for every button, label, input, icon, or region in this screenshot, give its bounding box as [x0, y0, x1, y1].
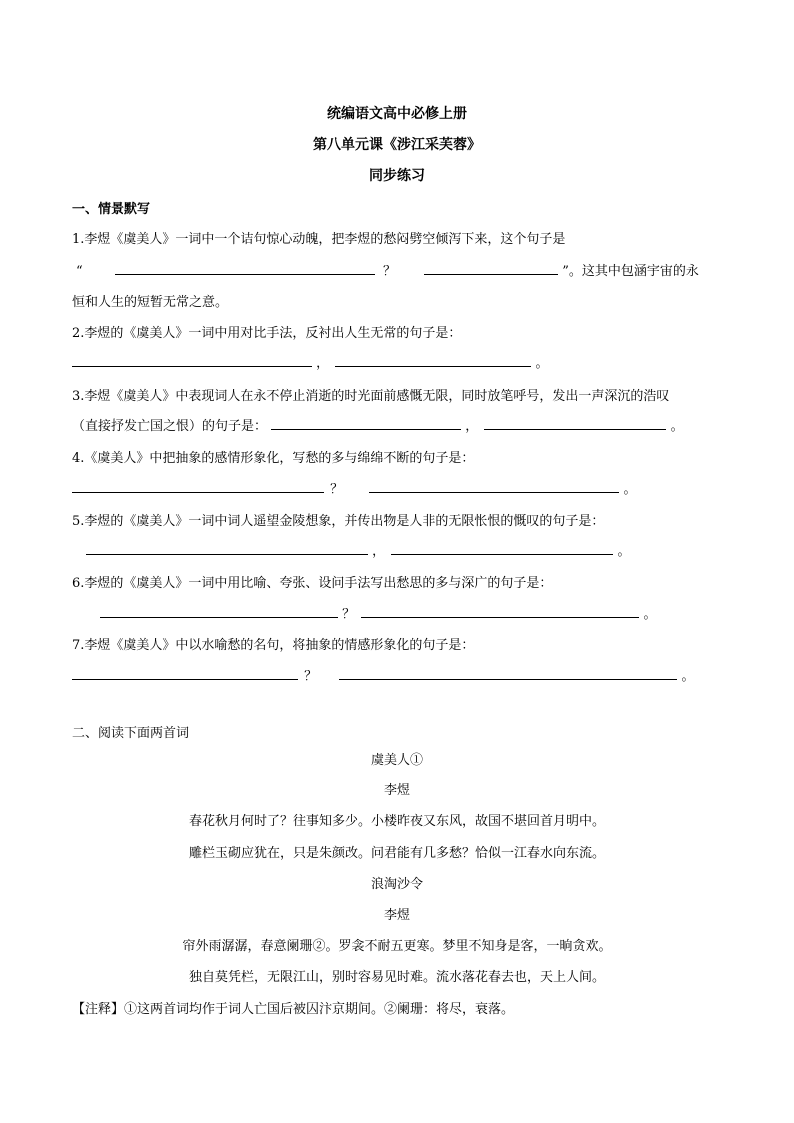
question-5-answer-line: [86, 540, 630, 559]
section2-heading: 二、阅读下面两首词: [72, 726, 190, 741]
end-mark: 。: [643, 607, 657, 622]
question-1-tail: ”。这其中包涵宇宙的永: [562, 264, 699, 279]
answer-blank[interactable]: [484, 417, 666, 430]
separator: ，: [316, 356, 330, 371]
question-1-answer-line: [76, 260, 699, 279]
question-3-continuation: （直接抒发亡国之恨）的句子是：: [72, 419, 268, 434]
separator: ，: [372, 544, 386, 559]
question-1-continuation: 恒和人生的短暂无常之意。: [72, 295, 229, 310]
poem1-line1: 春花秋月何时了？往事知多少。小楼昨夜又东风，故国不堪回首月明中。: [188, 814, 605, 829]
answer-blank[interactable]: [391, 542, 613, 555]
separator: ？: [330, 482, 344, 497]
answer-blank[interactable]: [339, 667, 677, 680]
question-2: 2.李煜的《虞美人》一词中用对比手法，反衬出人生无常的句子是：: [72, 326, 462, 341]
lesson-title: 第八单元课《涉江采芙蓉》: [313, 137, 481, 153]
poem2-line1: 帘外雨潺潺，春意阑珊②。罗衾不耐五更寒。梦里不知身是客，一晌贪欢。: [182, 939, 612, 954]
answer-blank[interactable]: [72, 667, 298, 680]
poem2-author: 李煜: [383, 908, 410, 923]
separator: ？: [342, 607, 356, 622]
answer-blank[interactable]: [86, 542, 368, 555]
answer-blank[interactable]: [72, 354, 312, 367]
question-1: 1.李煜《虞美人》一词中一个诘句惊心动魄，把李煜的愁闷劈空倾泻下来，这个句子是: [72, 232, 566, 247]
question-6-answer-line: [100, 603, 656, 622]
poem1-title: 虞美人①: [370, 753, 423, 768]
end-mark: 。: [670, 419, 684, 434]
doc-title: 统编语文高中必修上册: [327, 106, 467, 122]
answer-blank[interactable]: [100, 605, 338, 618]
end-mark: 。: [681, 669, 695, 684]
question-4: 4.《虞美人》中把抽象的感情形象化，写愁的多与绵绵不断的句子是：: [72, 451, 475, 466]
section1-heading: 一、情景默写: [72, 202, 151, 217]
question-3: 3.李煜《虞美人》中表现词人在永不停止消逝的时光面前感慨无限，同时放笔呼号，发出一声深沉的浩叹: [72, 389, 670, 404]
question-7-answer-line: [72, 665, 694, 684]
question-2-answer-line: [72, 352, 548, 371]
answer-blank[interactable]: [369, 480, 619, 493]
annotation-note: 【注释】①这两首词均作于词人亡国后被囚汴京期间。②阑珊：将尽，衰落。: [72, 1002, 515, 1017]
separator: ？: [382, 264, 396, 279]
answer-blank[interactable]: [271, 417, 461, 430]
open-quote: “: [76, 264, 83, 279]
question-5: 5.李煜的《虞美人》一词中词人遥望金陵想象，并传出物是人非的无限怅恨的慨叹的句子是：: [72, 514, 605, 529]
poem2-title: 浪淘沙令: [370, 877, 423, 892]
separator: ？: [304, 669, 318, 684]
answer-blank[interactable]: [335, 354, 531, 367]
question-7: 7.李煜《虞美人》中以水喻愁的名句，将抽象的情感形象化的句子是：: [72, 638, 475, 653]
poem1-author: 李煜: [383, 783, 410, 798]
answer-blank[interactable]: [361, 605, 639, 618]
answer-blank[interactable]: [424, 262, 558, 275]
end-mark: 。: [535, 356, 549, 371]
separator: ，: [465, 419, 479, 434]
answer-blank[interactable]: [115, 262, 375, 275]
end-mark: 。: [617, 544, 631, 559]
question-6: 6.李煜的《虞美人》一词中用比喻、夸张、设问手法写出愁思的多与深广的句子是：: [72, 576, 553, 591]
exercise-title: 同步练习: [369, 168, 425, 184]
poem1-line2: 雕栏玉砌应犹在，只是朱颜改。问君能有几多愁？恰似一江春水向东流。: [188, 846, 605, 861]
question-3-answer-line: [72, 415, 684, 434]
poem2-line2: 独自莫凭栏，无限江山，别时容易见时难。流水落花春去也，天上人间。: [188, 970, 605, 985]
question-4-answer-line: [72, 478, 636, 497]
answer-blank[interactable]: [72, 480, 324, 493]
end-mark: 。: [623, 482, 637, 497]
